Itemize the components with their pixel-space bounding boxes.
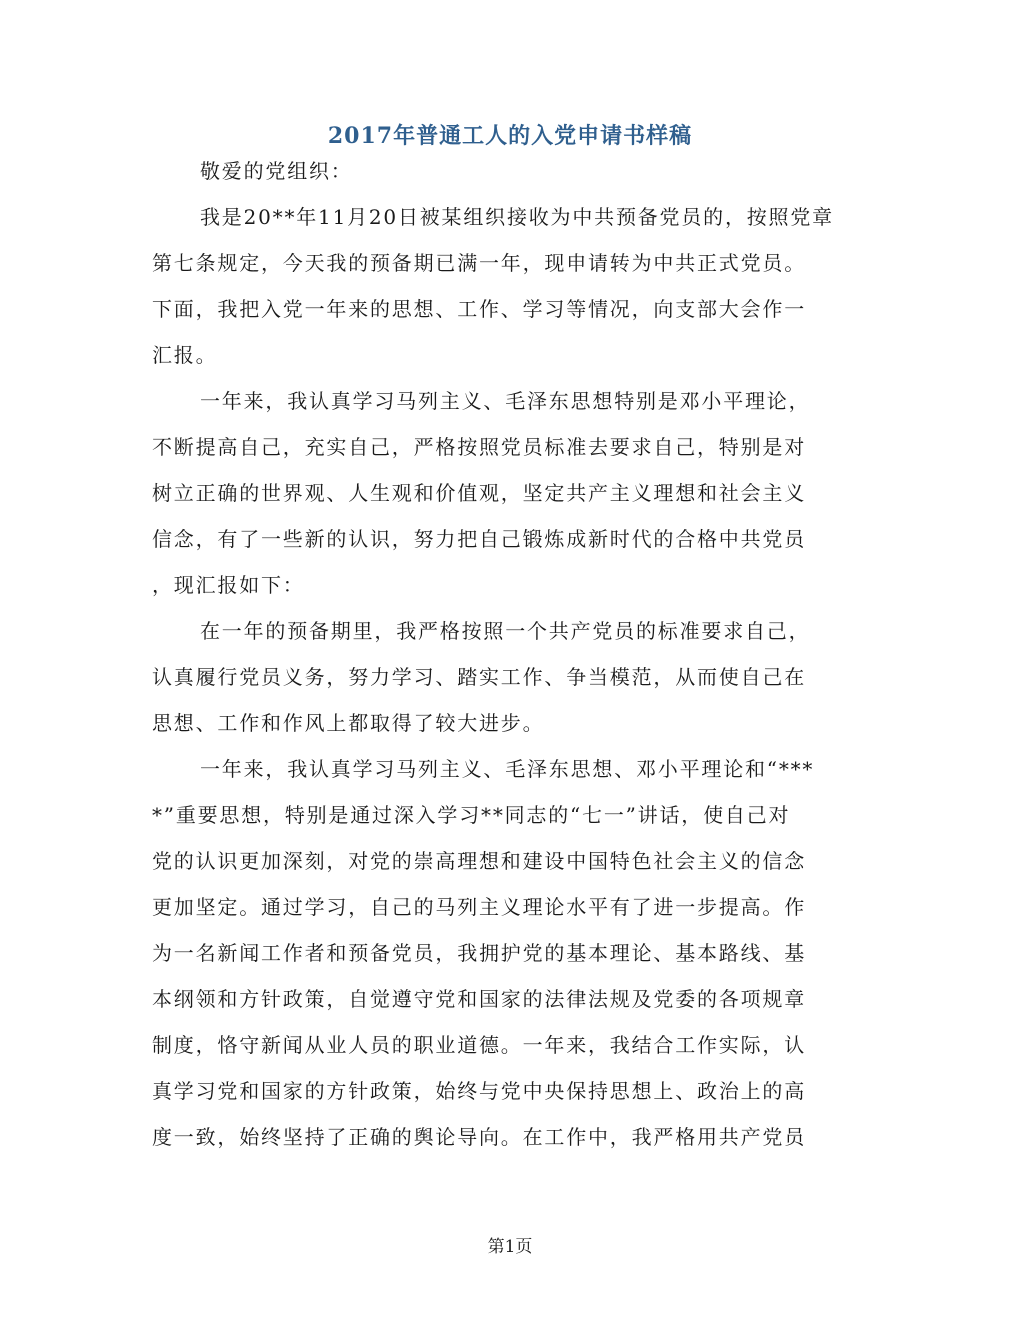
body-text-line: 第七条规定，今天我的预备期已满一年，现申请转为中共正式党员。	[152, 251, 806, 275]
body-text-line: 一年来，我认真学习马列主义、毛泽东思想、邓小平理论和“***	[200, 757, 815, 781]
body-text-line: 汇报。	[152, 343, 218, 367]
body-text-line: 真学习党和国家的方针政策，始终与党中央保持思想上、政治上的高	[152, 1079, 806, 1103]
body-text-line: 为一名新闻工作者和预备党员，我拥护党的基本理论、基本路线、基	[152, 941, 806, 965]
page-number-footer: 第1页	[487, 1237, 533, 1257]
body-text-line: 本纲领和方针政策，自觉遵守党和国家的法律法规及党委的各项规章	[152, 987, 806, 1011]
body-text-line: 思想、工作和作风上都取得了较大进步。	[152, 711, 545, 735]
body-text-line: ，现汇报如下：	[152, 573, 305, 597]
body-text-line: 敬爱的党组织：	[200, 159, 353, 183]
document-body	[152, 148, 852, 1160]
body-text-line: 树立正确的世界观、人生观和价值观，坚定共产主义理想和社会主义	[152, 481, 806, 505]
body-text-line: 我是20**年11月20日被某组织接收为中共预备党员的，按照党章	[200, 205, 834, 229]
body-text-line: *”重要思想，特别是通过深入学习**同志的“七一”讲话，使自己对	[152, 803, 791, 827]
body-text-line: 下面，我把入党一年来的思想、工作、学习等情况，向支部大会作一	[152, 297, 806, 321]
body-text-line: 不断提高自己，充实自己，严格按照党员标准去要求自己，特别是对	[152, 435, 806, 459]
body-text-line: 认真履行党员义务，努力学习、踏实工作、争当模范，从而使自己在	[152, 665, 806, 689]
body-text-line: 制度，恪守新闻从业人员的职业道德。一年来，我结合工作实际，认	[152, 1033, 806, 1057]
body-text-line: 更加坚定。通过学习，自己的马列主义理论水平有了进一步提高。作	[152, 895, 806, 919]
document-title: 2017年普通工人的入党申请书样稿	[327, 123, 693, 149]
body-text-line: 在一年的预备期里，我严格按照一个共产党员的标准要求自己，	[200, 619, 811, 643]
body-text-line: 一年来，我认真学习马列主义、毛泽东思想特别是邓小平理论，	[200, 389, 811, 413]
body-text-line: 党的认识更加深刻，对党的崇高理想和建设中国特色社会主义的信念	[152, 849, 806, 873]
body-text-line: 信念，有了一些新的认识，努力把自己锻炼成新时代的合格中共党员	[152, 527, 806, 551]
body-text-line: 度一致，始终坚持了正确的舆论导向。在工作中，我严格用共产党员	[152, 1125, 806, 1149]
